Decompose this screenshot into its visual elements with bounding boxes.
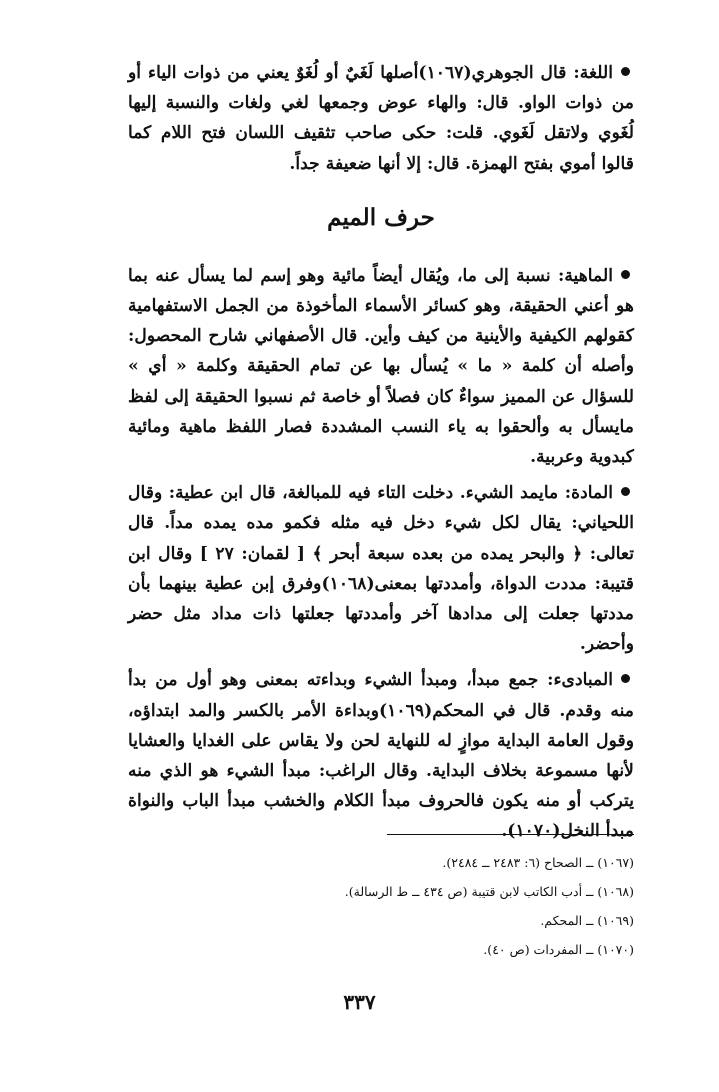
entry-madda-text: المادة: مايمد الشيء. دخلت التاء فيه للمبالغة، قال ابن عطية: وقال اللحياني: يقال لكل شيء دخل فيه مثله فكمو مده يمده مداً. قال تعالى: ﴿ والبحر يمده من بعده سبعة أبحر ﴾ [ لقمان: ٢٧ ] وقال ابن قتيبة: مددت الدواة، وأمددتها بمعنى(١٠٦٨)وفرق إبن عطية بينهما بأن مددتها جعلت إلى مدادها آخر وأمددتها جعلتها ذات مداد مثل حضر وأحضر. bbox=[128, 483, 635, 655]
entry-lugha-text: اللغة: قال الجوهري(١٠٦٧)أصلها لَغَيٌ أو لُغَوٌ يعني من ذوات الياء أو من ذوات الواو. قال: والهاء عوض وجمعها لغي ولغات والنسبة إليها لُغَوي ولاتقل لَغَوي. قلت: حكى صاحب تثقيف اللسان فتح اللام كما قالوا أموي بفتح الهمزة. قال: إلا أنها ضعيفة جداً. bbox=[128, 63, 634, 174]
footnotes bbox=[128, 848, 634, 964]
footnote-1069: (١٠٦٩) ــ المحكم. bbox=[540, 913, 634, 928]
main-text bbox=[128, 58, 634, 847]
bullet-icon bbox=[621, 487, 630, 496]
bullet-icon bbox=[621, 674, 630, 683]
footnote-1070: (١٠٧٠) ــ المفردات (ص ٤٠). bbox=[483, 942, 634, 957]
footnote-1067: (١٠٦٧) ــ الصحاح (٦: ٢٤٨٣ ــ ٢٤٨٤). bbox=[442, 855, 634, 870]
entry-mahiya bbox=[128, 261, 634, 472]
section-heading: حرف الميم bbox=[327, 203, 435, 231]
entry-lugha bbox=[128, 58, 634, 179]
footnote-separator bbox=[387, 834, 634, 835]
entry-mabadi bbox=[128, 665, 634, 846]
bullet-icon bbox=[621, 270, 630, 279]
bullet-icon bbox=[621, 67, 630, 76]
entry-mahiya-text: الماهية: نسبة إلى ما، ويُقال أيضاً مائية وهو إسم لما يسأل عنه بما هو أعني الحقيقة، وهو كسائر الأسماء المأخوذة من الجمل الاستفهامية كقولهم الكيفية والأينية من كيف وأين. قال الأصفهاني شارح المحصول: وأصله أن كلمة « ما » يُسأل بها عن تمام الحقيقة وكلمة « أي » للسؤال عن المميز سواءٌ كان فصلاً أو خاصة ثم نسبوا الحقيقة إلى لفظ مايسأل به وألحقوا به ياء النسب المشددة فصار اللفظ ماهية ومائية كبدوية وعربية. bbox=[128, 265, 634, 468]
entry-madda bbox=[128, 478, 634, 659]
page-number: ٣٣٧ bbox=[343, 990, 376, 1014]
footnote-1068: (١٠٦٨) ــ أدب الكاتب لابن قتيبة (ص ٤٣٤ ــ ط الرسالة). bbox=[344, 884, 634, 899]
entry-mabadi-text: المبادىء: جمع مبدأ، ومبدأ الشيء وبداءته بمعنى وهو أول من بدأ منه وقدم. قال في المحكم(١٠٦٩)وبداءة الأمر بالكسر والمد ابتداؤه، وقول العامة البداية موازٍ له للنهاية لحن ولا يقاس على الغدايا والعشايا لأنها مسموعة بخلاف البداية. وقال الراغب: مبدأ الشيء هو الذي منه يتركب أو منه يكون فالحروف مبدأ الكلام والخشب مبدأ الباب والنواة مبدأ النخل(١٠٧٠). bbox=[128, 670, 634, 842]
